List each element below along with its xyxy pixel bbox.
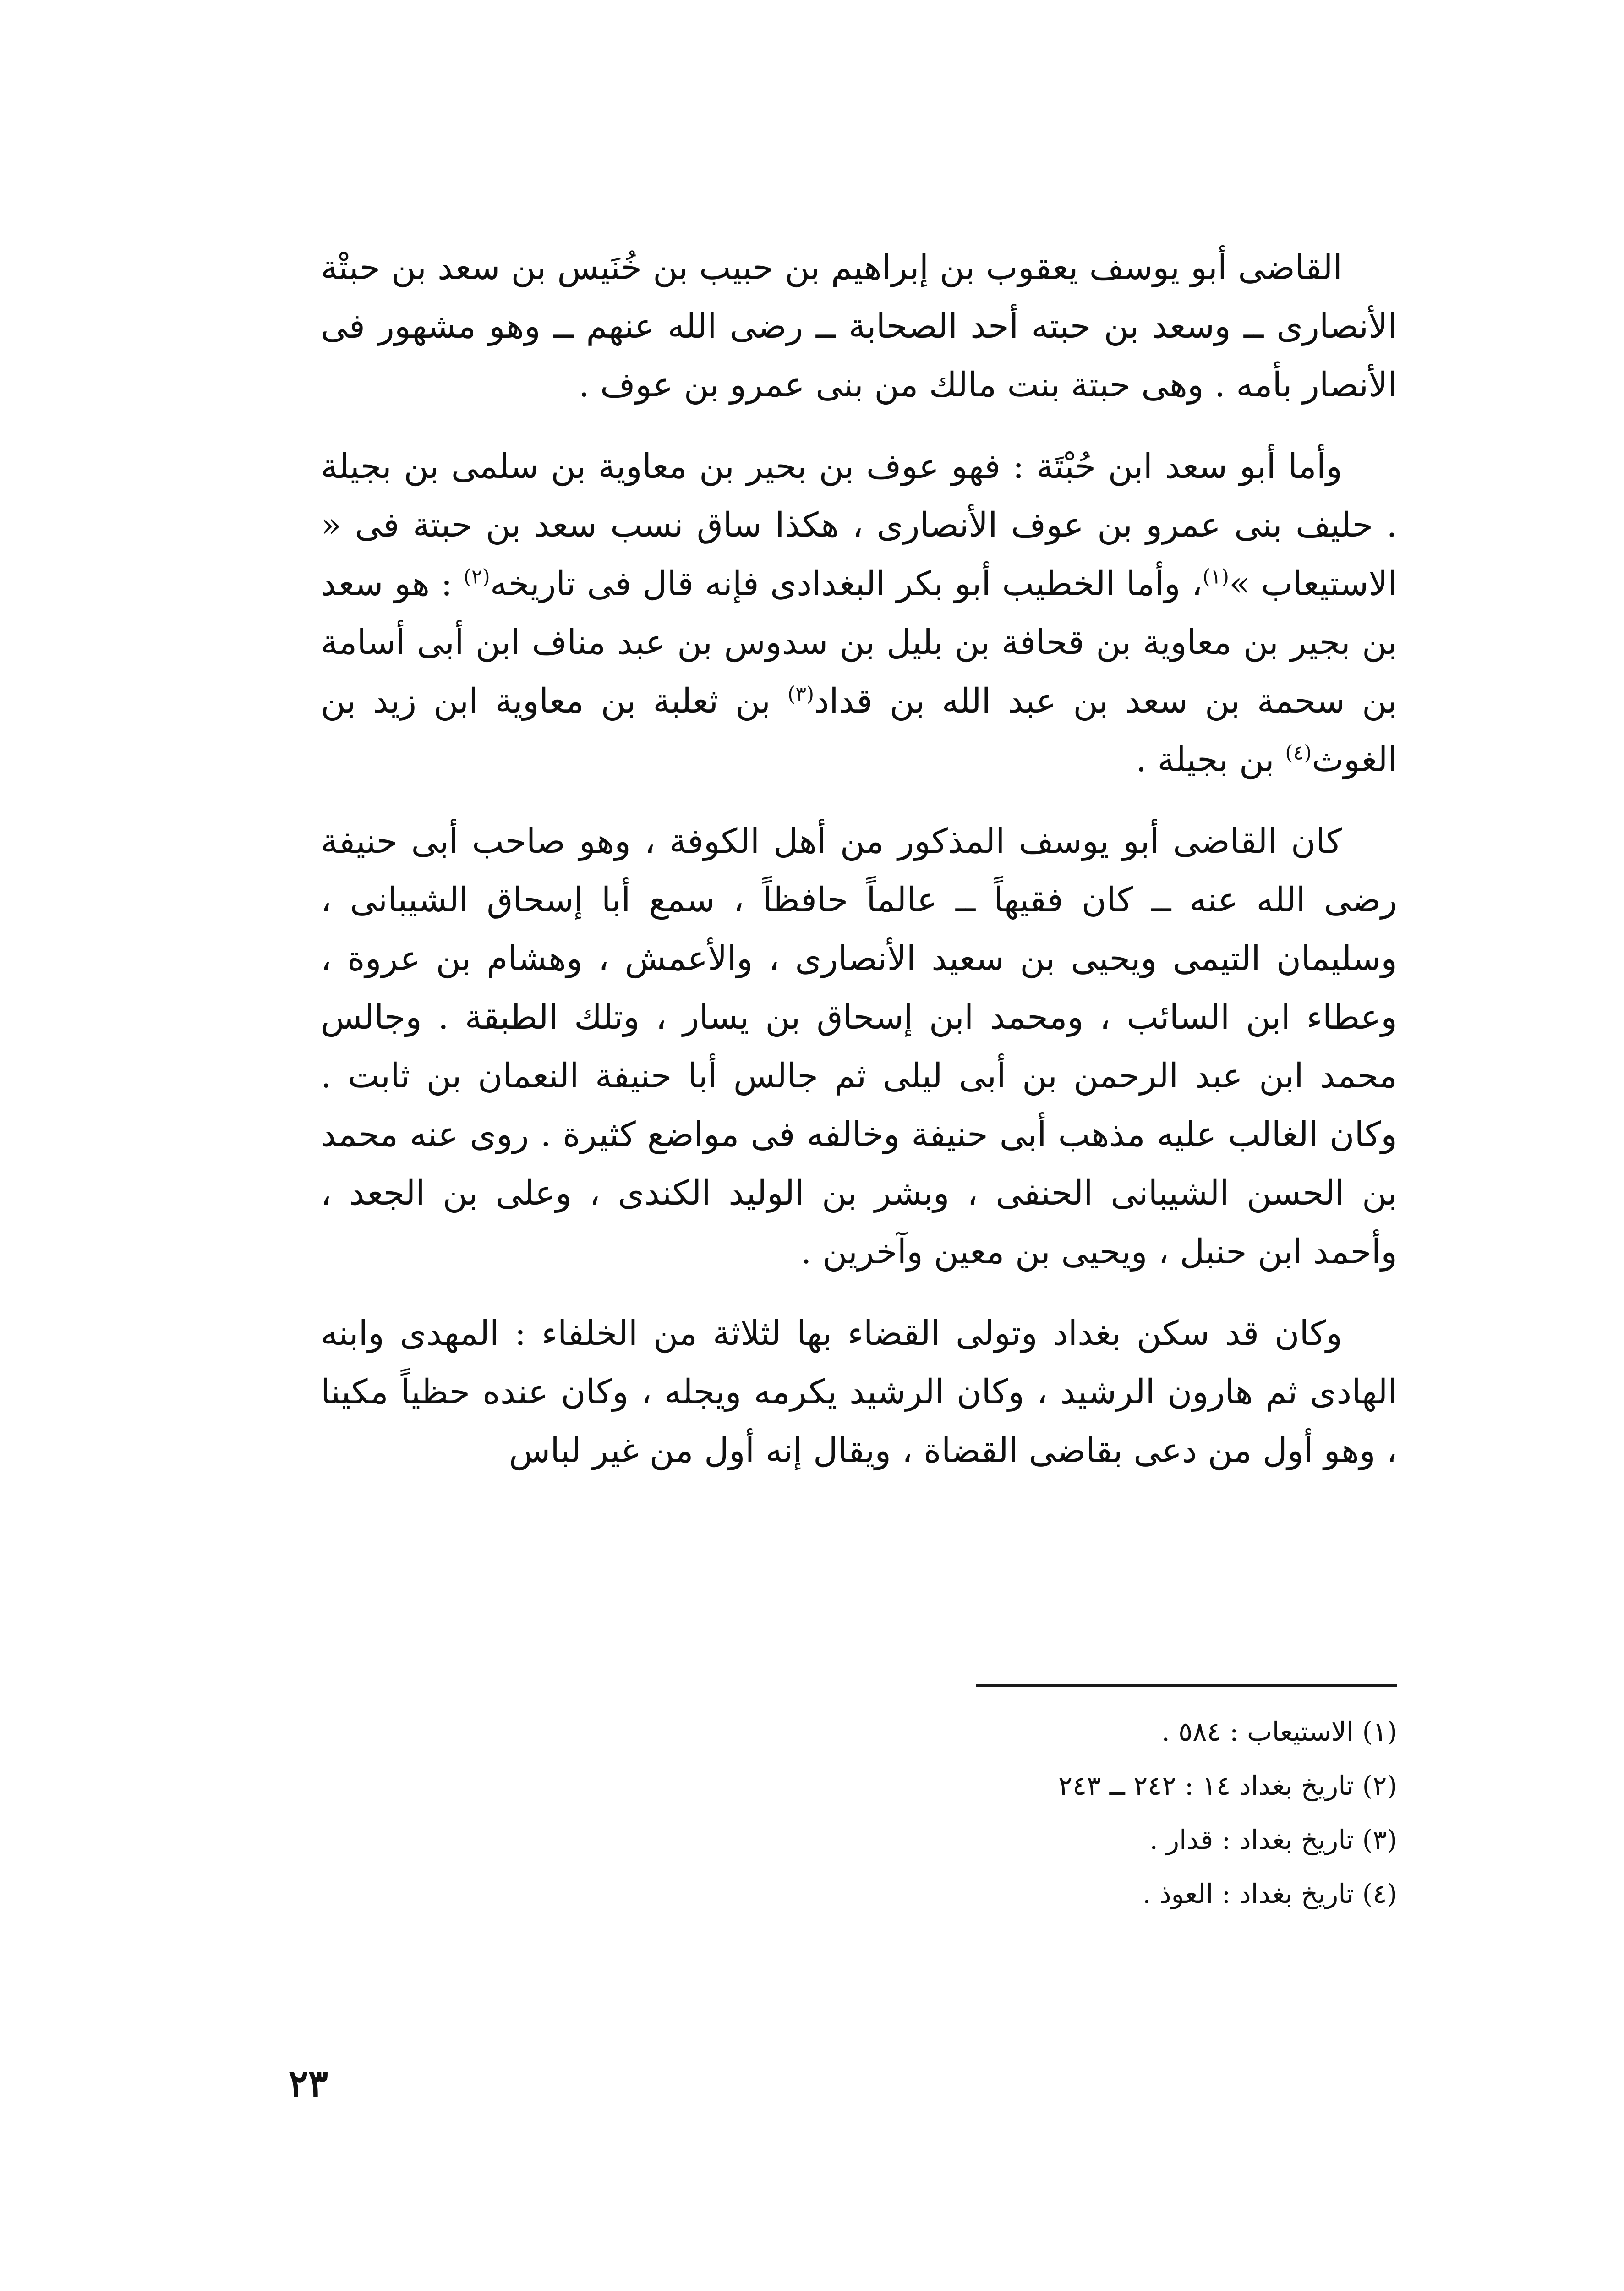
paragraph-text: بن ثعلبة بن معاوية ابن زيد بن الغوث <box>321 681 1397 779</box>
footnote-ref-2: (٢) <box>463 565 490 589</box>
paragraph-3 <box>321 812 1397 1281</box>
footnote-3: (٣) تاريخ بغداد : قدار . <box>1149 1824 1397 1855</box>
paragraph-4 <box>321 1304 1397 1480</box>
footnote-ref-4: (٤) <box>1285 741 1312 765</box>
footnote-ref-1: (١) <box>1203 565 1230 589</box>
main-text <box>321 238 1397 1503</box>
paragraph-text: القاضى أبو يوسف يعقوب بن إبراهيم بن حبيب بن خُنَيس بن سعد بن حبتْة الأنصارى ــ وسعد بن حبته أحد الصحابة ــ رضى الله عنهم ــ وهو مشهور فى الأنصار بأمه . وهى حبتة بنت مالك من بنى عمرو بن عوف . <box>321 248 1397 405</box>
paragraph-text: وكان قد سكن بغداد وتولى القضاء بها لثلاثة من الخلفاء : المهدى وابنه الهادى ثم هارون الرشيد ، وكان الرشيد يكرمه ويجله ، وكان عنده حظياً مكينا ، وهو أول من دعى بقاضى القضاة ، ويقال إنه أول من غير لباس <box>321 1314 1397 1470</box>
footnote-4: (٤) تاريخ بغداد : العوذ . <box>1142 1878 1397 1909</box>
footnote-2: (٢) تاريخ بغداد ١٤ : ٢٤٢ ــ ٢٤٣ <box>1058 1770 1397 1801</box>
paragraph-2 <box>321 437 1397 789</box>
paragraph-text: بن بجيلة . <box>1136 740 1285 779</box>
paragraph-1 <box>321 238 1397 414</box>
paragraph-text: : هو سعد بن بجير بن معاوية بن قحافة بن بليل بن سدوس بن عبد مناف ابن أبى أسامة بن سحمة بن سعد بن عبد الله بن قداد <box>321 564 1397 721</box>
paragraph-text: وأما أبو سعد ابن حُبْتَة : فهو عوف بن بحير بن معاوية بن سلمى بن بجيلة . حليف بنى عمرو بن عوف الأنصارى ، هكذا ساق نسب سعد بن حبتة فى « الاستيعاب » <box>321 447 1397 603</box>
footnote-ref-3: (٣) <box>787 682 815 706</box>
footnote-1: (١) الاستيعاب : ٥٨٤ . <box>1161 1716 1397 1747</box>
paragraph-text: كان القاضى أبو يوسف المذكور من أهل الكوفة ، وهو صاحب أبى حنيفة رضى الله عنه ــ كان فقيهاً ــ عالماً حافظاً ، سمع أبا إسحاق الشيبانى ، وسليمان التيمى ويحيى بن سعيد الأنصارى ، والأعمش ، وهشام بن عروة ، وعطاء ابن السائب ، ومحمد ابن إسحاق بن يسار ، وتلك الطبقة . وجالس محمد ابن عبد الرحمن بن أبى ليلى ثم جالس أبا حنيفة النعمان بن ثابت . وكان الغالب عليه مذهب أبى حنيفة وخالفه فى مواضع كثيرة . روى عنه محمد بن الحسن الشيبانى الحنفى ، وبشر بن الوليد الكندى ، وعلى بن الجعد ، وأحمد ابن حنبل ، ويحيى بن معين وآخرين . <box>321 822 1397 1272</box>
footnotes <box>733 1705 1397 1921</box>
page-number: ٢٣ <box>289 2062 328 2105</box>
footnote-separator <box>976 1684 1397 1687</box>
paragraph-text: ، وأما الخطيب أبو بكر البغدادى فإنه قال فى تاريخه <box>490 564 1203 603</box>
